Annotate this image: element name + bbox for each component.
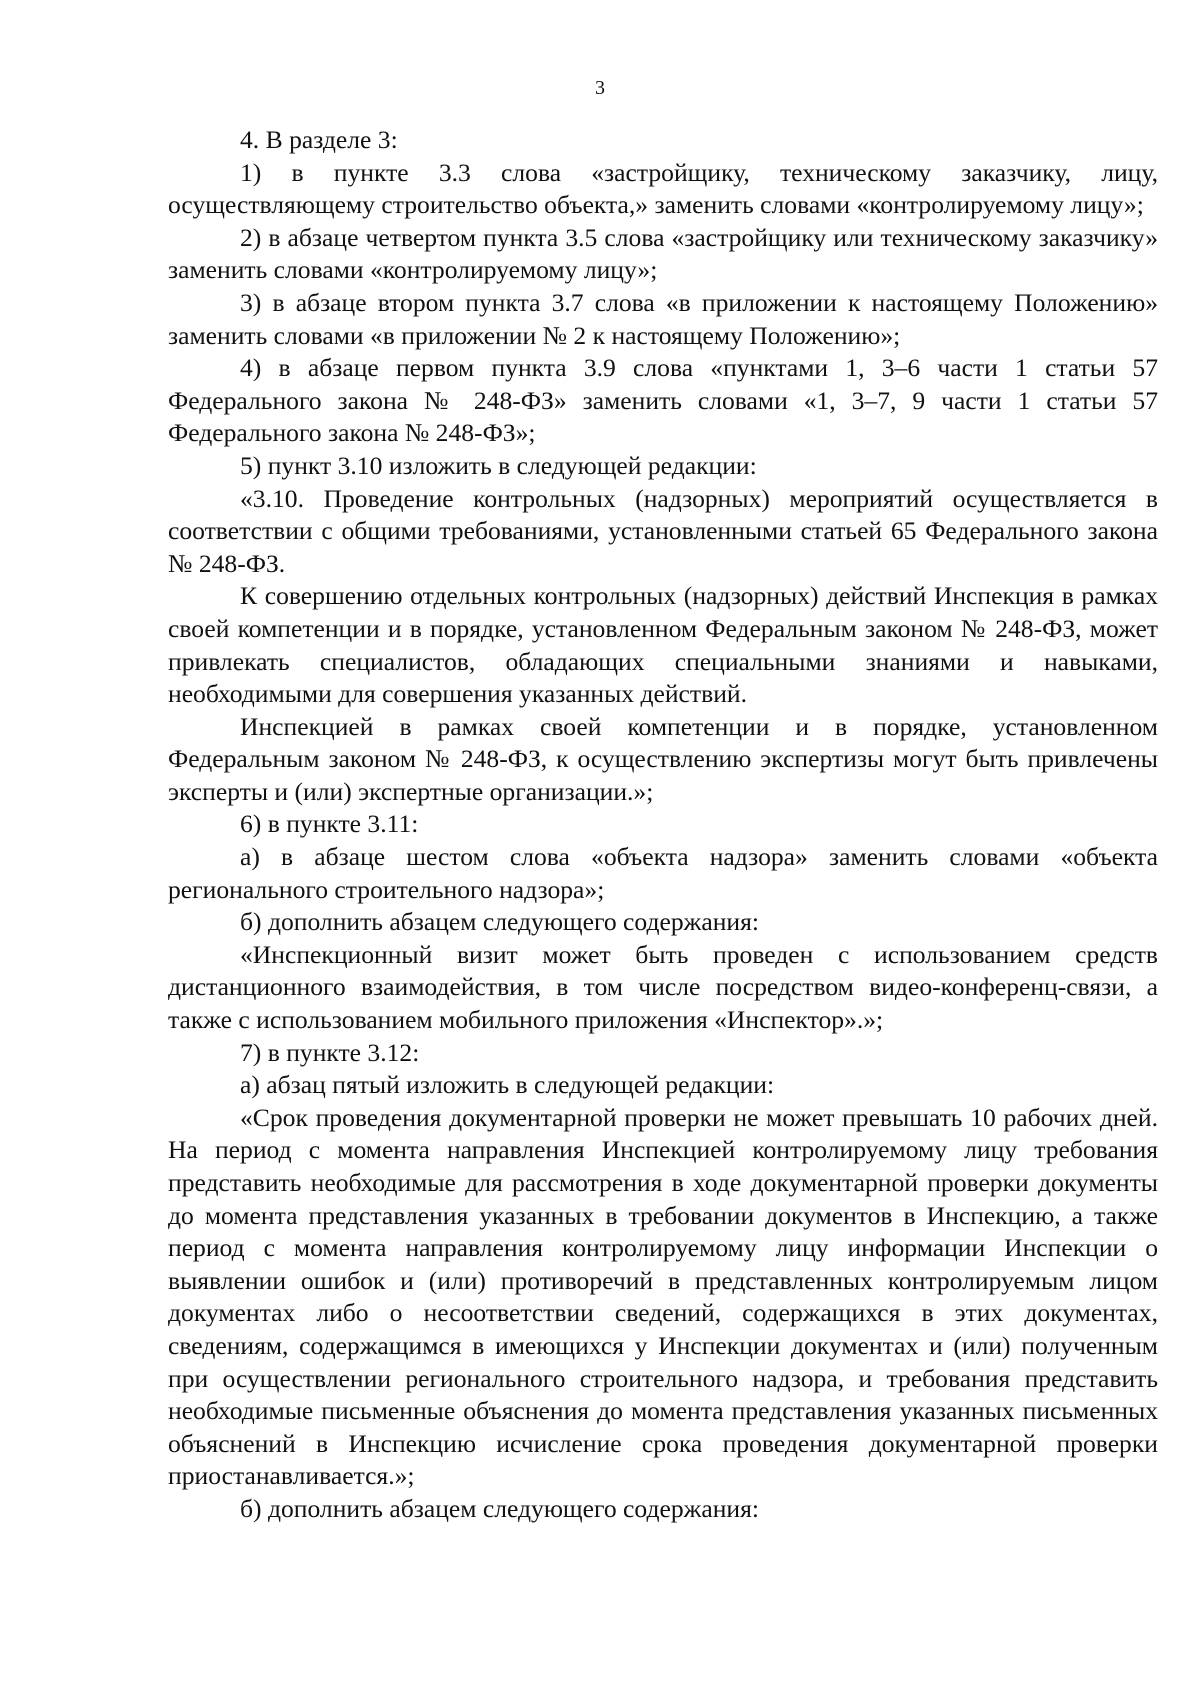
paragraph: б) дополнить абзацем следующего содержания: bbox=[240, 907, 759, 937]
section-heading: 4. В разделе 3: bbox=[240, 125, 398, 154]
paragraph: а) в абзаце шестом слова «объекта надзора» заменить словами «объекта регионального строительного надзора»; bbox=[168, 842, 1158, 904]
paragraph: 7) в пункте 3.12: bbox=[240, 1037, 420, 1067]
paragraph: б) дополнить абзацем следующего содержания: bbox=[240, 1493, 759, 1523]
paragraph: К совершению отдельных контрольных (надзорных) действий Инспекция в рамках своей компетенции и в порядке, установленном Федеральным законом № 248-ФЗ, может привлекать специалистов, обладающих специальными знаниями и навыками, необходимыми для совершения указанных действий. bbox=[168, 581, 1158, 709]
paragraph: Инспекцией в рамках своей компетенции и в порядке, установленном Федеральным законом № 248-ФЗ, к осуществлению экспертизы могут быть привлечены эксперты и (или) экспертные организации.»; bbox=[168, 711, 1158, 806]
paragraph: 5) пункт 3.10 изложить в следующей редакции: bbox=[240, 450, 757, 480]
paragraph: 6) в пункте 3.11: bbox=[240, 809, 419, 839]
paragraph: 4) в абзаце первом пункта 3.9 слова «пунктами 1, 3–6 части 1 статьи 57 Федерального закона № 248-ФЗ» заменить словами «1, 3–7, 9 части 1 статьи 57 Федерального закона № 248-ФЗ»; bbox=[168, 353, 1158, 448]
paragraph: 1) в пункте 3.3 слова «застройщику, техническому заказчику, лицу, осуществляющему строительство объекта,» заменить словами «контролируемому лицу»; bbox=[168, 157, 1158, 220]
paragraph: «3.10. Проведение контрольных (надзорных) мероприятий осуществляется в соответствии с общими требованиями, установленными статьей 65 Федерального закона № 248-ФЗ. bbox=[168, 483, 1158, 578]
paragraph: 2) в абзаце четвертом пункта 3.5 слова «застройщику или техническому заказчику» заменить словами «контролируемому лицу»; bbox=[168, 222, 1158, 285]
paragraph: «Инспекционный визит может быть проведен с использованием средств дистанционного взаимодействия, в том числе посредством видео-конференц-связи, а также с использованием мобильного приложения «Инспектор».»; bbox=[168, 939, 1158, 1035]
paragraph: 3) в абзаце втором пункта 3.7 слова «в приложении к настоящему Положению» заменить словами «в приложении № 2 к настоящему Положению»; bbox=[168, 287, 1158, 350]
paragraph: а) абзац пятый изложить в следующей редакции: bbox=[240, 1070, 775, 1100]
paragraph: «Срок проведения документарной проверки не может превышать 10 рабочих дней. На период с момента направления Инспекцией контролируемому лицу требования представить необходимые для рассмотрения в ходе документарной проверки документы до момента представления указанных в требовании документов в Инспекцию, а также период с момента направления контролируемому лицу информации Инспекции о выявлении ошибок и (или) противоречий в представленных контролируемым лицом документах либо о несоответствии сведений, содержащихся в этих документах, сведениям, содержащимся в имеющихся у Инспекции документах и (или) полученным при осуществлении регионального строительного надзора, и требования представить необходимые письменные объяснения до момента представления указанных письменных объяснений в Инспекцию исчисление срока проведения документарной проверки приостанавливается.»; bbox=[168, 1102, 1158, 1491]
document-body bbox=[168, 124, 1158, 1526]
page-number: 3 bbox=[595, 77, 605, 99]
